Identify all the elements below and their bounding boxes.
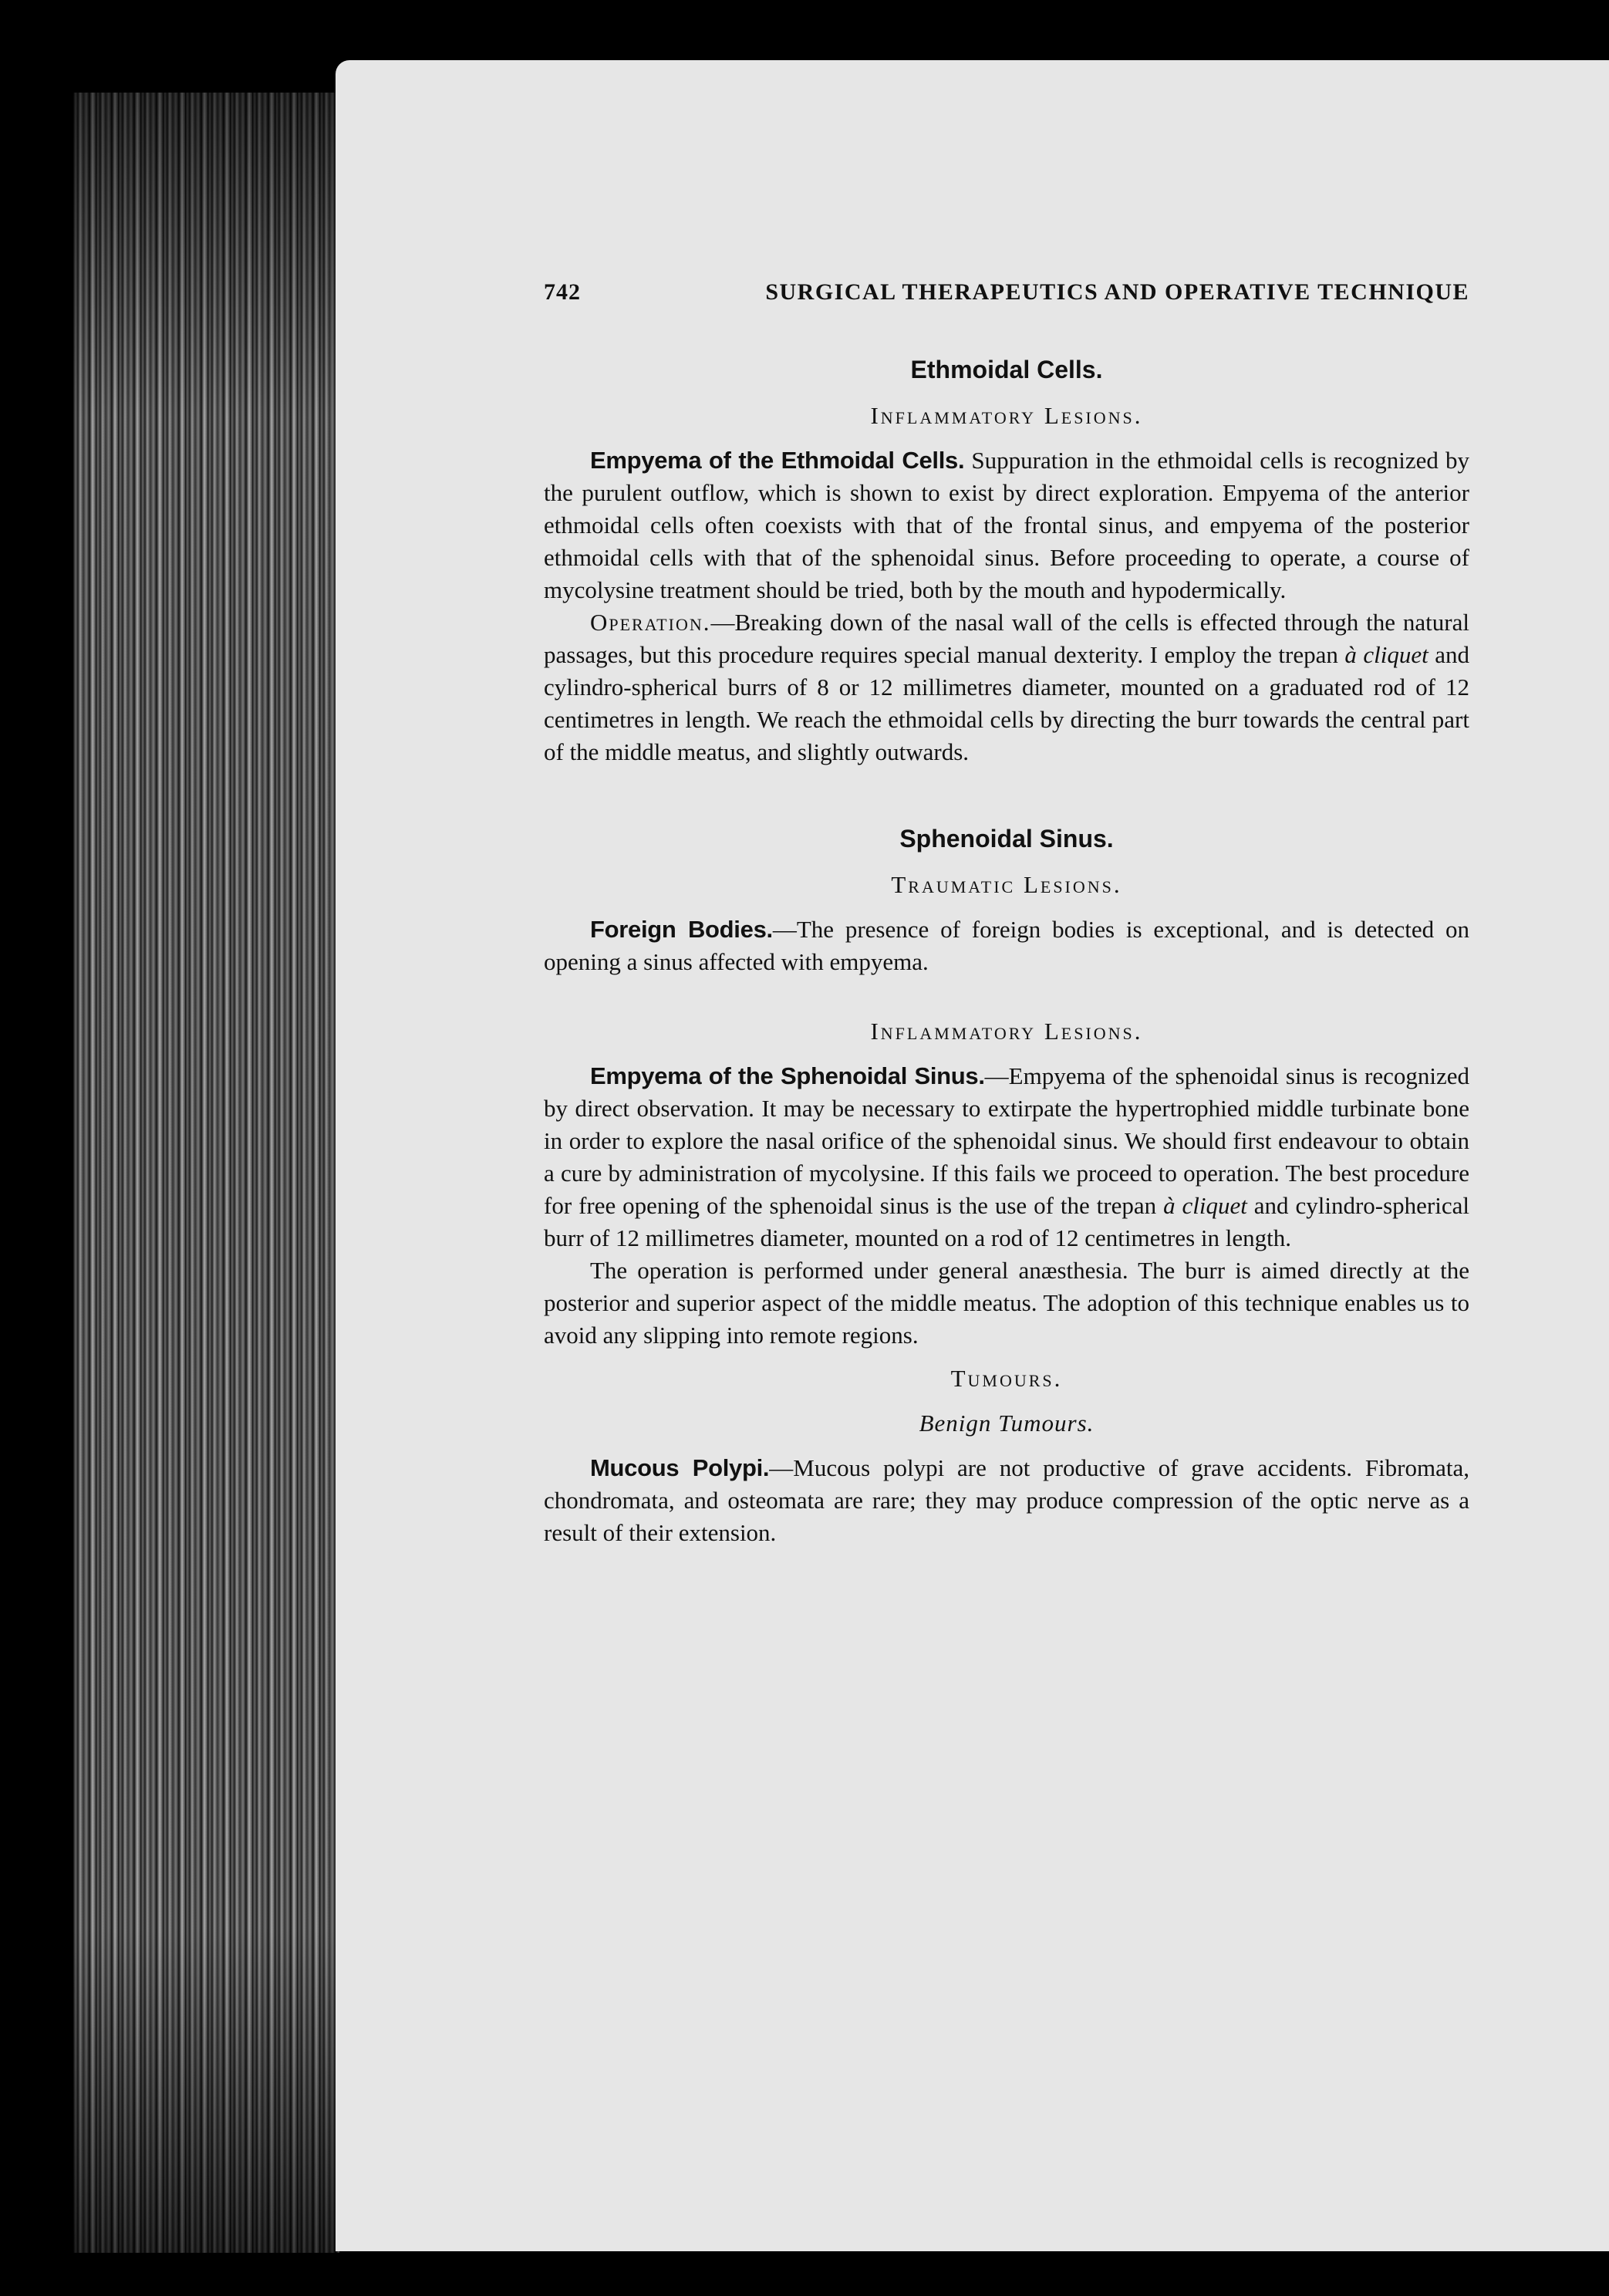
paragraph-sphenoidal-empyema [544, 1060, 1469, 1254]
text-ethmoidal-empyema: Suppuration in the ethmoidal cells is recognized by the purulent outflow, which is shown to exist by direct exploration. Empyema of the anterior ethmoidal cells often coexists with that of the frontal sinus, and empyema of the posterior ethmoidal cells with that of the sphenoidal sinus. Before proceeding to operate, a course of mycolysine treatment should be tried, both by the mouth and hypodermically. [544, 447, 1469, 603]
subsection-traumatic: Traumatic Lesions. [891, 871, 1122, 898]
operation-text-2: and cylindro-spherical burrs of 8 or 12 millimetres diameter, mounted on a graduated rod of 12 centimetres in length. We reach the ethmoidal cells by directing the burr towards the central part of the middle meatus, and slightly outwards. [544, 641, 1470, 765]
lead-mucous-polypi: Mucous Polypi. [590, 1454, 770, 1481]
paragraph-ethmoidal-operation [544, 606, 1469, 768]
paragraph-mucous-polypi [544, 1452, 1469, 1549]
lead-sphenoidal-empyema: Empyema of the Sphenoidal Sinus. [590, 1062, 985, 1089]
page-number: 742 [544, 279, 581, 305]
paragraph-foreign-bodies [544, 913, 1469, 978]
text-sphenoidal-empyema-2: and cylindro-spherical burr of 12 millimetres diameter, mounted on a rod of 12 centimetres in length. [544, 1192, 1470, 1251]
text-sphenoidal-italic: à cliquet [1163, 1192, 1247, 1219]
subsection-tumours: Tumours. [950, 1365, 1063, 1392]
subsection-inflammatory-ethmoidal: Inflammatory Lesions. [870, 402, 1143, 429]
text-sphenoidal-empyema-1: —Empyema of the sphenoidal sinus is recognized by direct observation. It may be necessary to extirpate the hypertrophied middle turbinate bone in order to explore the nasal orifice of the sphenoidal sinus. We should first endeavour to obtain a cure by administration of mycolysine. If this fails we proceed to operation. The best procedure for free opening of the sphenoidal sinus is the use of the trepan [544, 1062, 1470, 1219]
section-title-ethmoidal: Ethmoidal Cells. [910, 356, 1103, 383]
operation-text-1: —Breaking down of the nasal wall of the cells is effected through the natural passages, but this procedure requires special manual dexterity. I employ the trepan [544, 609, 1469, 668]
lead-foreign-bodies: Foreign Bodies. [590, 916, 773, 943]
operation-label: Operation. [590, 609, 711, 636]
running-head-title: SURGICAL THERAPEUTICS AND OPERATIVE TECHNIQUE [765, 279, 1469, 305]
subsection-inflammatory-sphenoidal: Inflammatory Lesions. [870, 1018, 1143, 1045]
book-page-edges [73, 93, 339, 2253]
text-foreign-bodies: —The presence of foreign bodies is exceptional, and is detected on opening a sinus affected with empyema. [544, 916, 1469, 975]
section-title-sphenoidal: Sphenoidal Sinus. [899, 825, 1114, 853]
book-page [336, 60, 1609, 2251]
subsection-benign-tumours: Benign Tumours. [919, 1410, 1095, 1437]
running-head [544, 276, 1469, 309]
paragraph-ethmoidal-empyema [544, 444, 1469, 606]
paragraph-sphenoidal-operation: The operation is performed under general anæsthesia. The burr is aimed directly at the posterior and superior aspect of the middle meatus. The adoption of this technique enables us to avoid any slipping into remote regions. [544, 1257, 1469, 1349]
lead-ethmoidal-empyema: Empyema of the Ethmoidal Cells. [590, 447, 965, 474]
text-mucous-polypi: —Mucous polypi are not productive of grave accidents. Fibromata, chondromata, and osteomata are rare; they may produce compression of the optic nerve as a result of their extension. [544, 1454, 1469, 1546]
operation-italic: à cliquet [1344, 641, 1429, 668]
page-content [544, 276, 1469, 1549]
